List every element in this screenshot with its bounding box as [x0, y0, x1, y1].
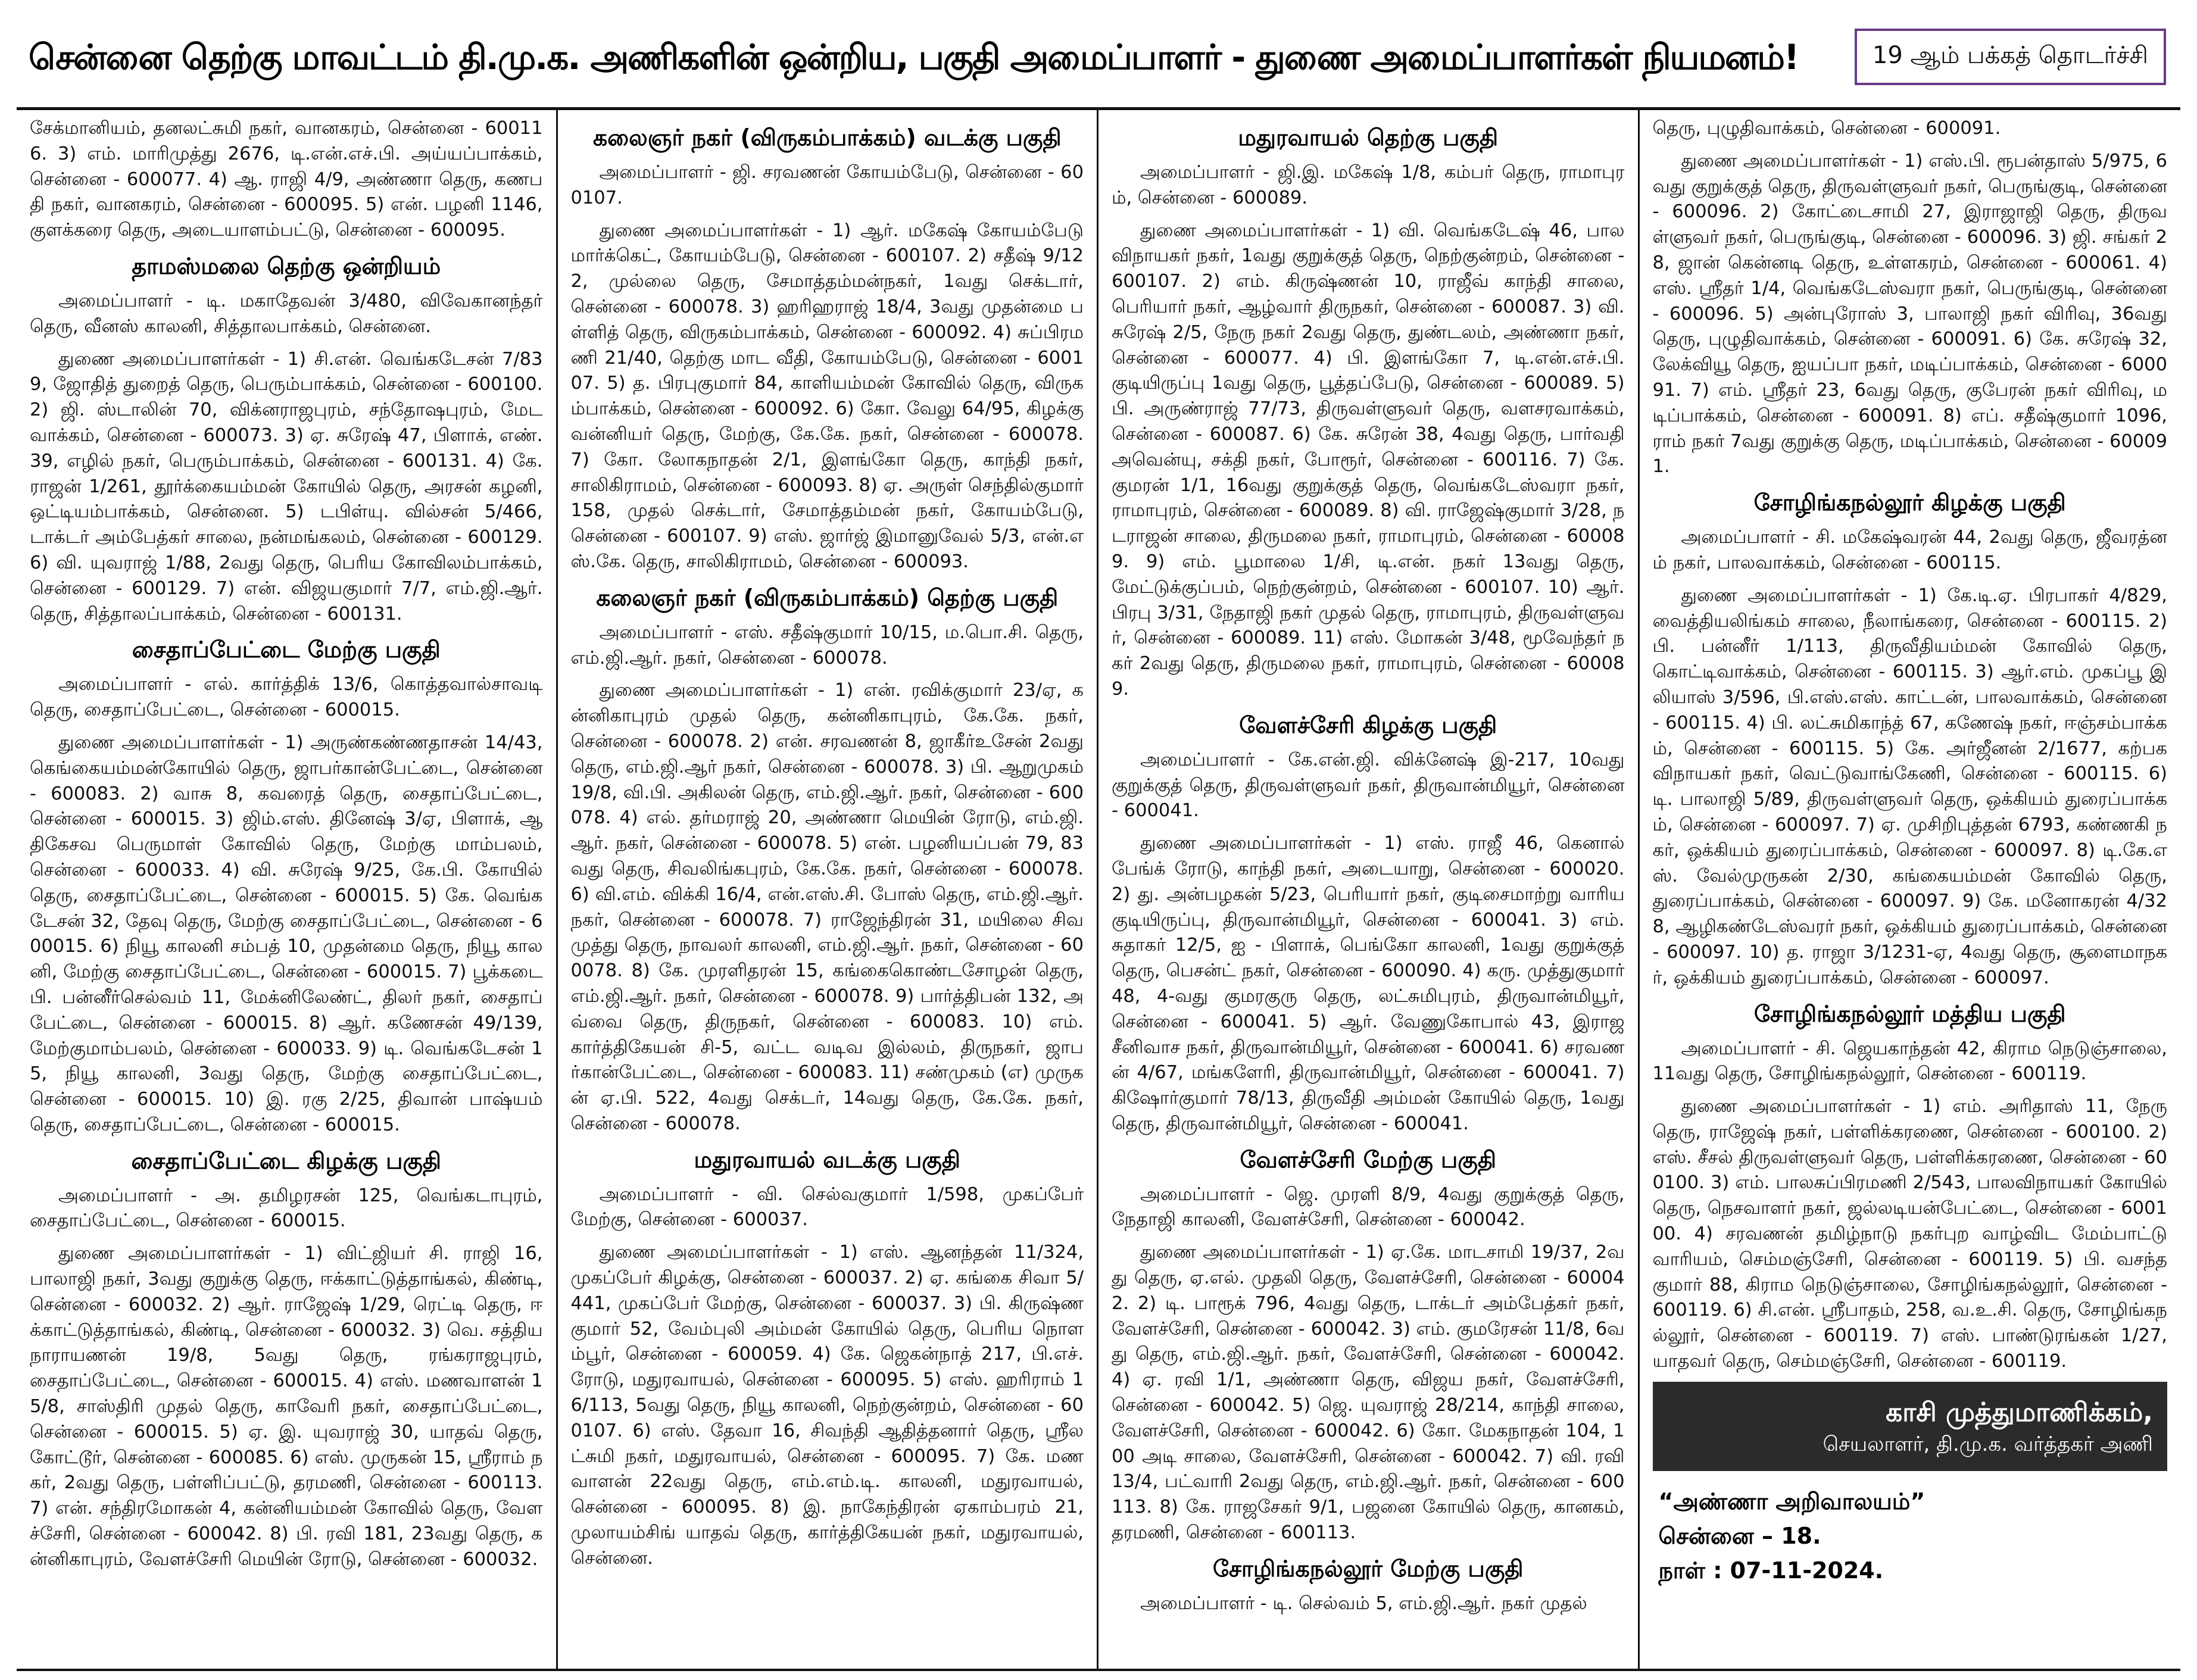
paragraph: துணை அமைப்பாளர்கள் - 1) ஏ.கே. மாடசாமி 19/37, 2வது தெரு, ஏ.எல். முதலி தெரு, வேளச்சேரி, சென்னை - 600042. 2) டி. பாரூக் 796, 4வது தெரு, டாக்டர் அம்பேத்கர் நகர், வேளச்சேரி, சென்னை - 600042. 3) எம். குமரேசன் 11/8, 6வது தெரு, எம்.ஜி.ஆர். நகர், வேளச்சேரி, சென்னை - 600042. 4) ஏ. ரவி 1/1, அண்ணா தெரு, விஜய நகர், வேளச்சேரி, சென்னை - 600042. 5) ஜெ. யுவராஜ் 28/214, காந்தி சாலை, வேளச்சேரி, சென்னை - 600042. 6) கோ. மேகநாதன் 104, 100 அடி சாலை, வேளச்சேரி, சென்னை - 600042. 7) வி. ரவி 13/4, பட்வாரி 2வது தெரு, எம்.ஜி.ஆர். நகர், சென்னை - 600113. 8) கே. ராஜசேகர் 9/1, பஜனை கோயில் தெரு, கானகம், தரமணி, சென்னை - 600113.: [1112, 1242, 1625, 1544]
section-heading: சோழிங்கநல்லூர் மத்திய பகுதி: [1753, 1000, 2066, 1027]
paragraph: அமைப்பாளர் - ஜெ. முரளி 8/9, 4வது குறுக்குத் தெரு, நேதாஜி காலனி, வேளச்சேரி, சென்னை - 600042.: [1112, 1184, 1625, 1231]
paragraph: அமைப்பாளர் - டி. செல்வம் 5, எம்.ஜி.ஆர். நகர் முதல்: [1140, 1592, 1587, 1614]
signature-role: செயலாளர், தி.மு.க. வர்த்தகர் அணி: [1822, 1432, 2153, 1456]
section-heading: வேளச்சேரி மேற்கு பகுதி: [1240, 1146, 1496, 1173]
column-1: [17, 110, 558, 1669]
section-heading: சைதாப்பேட்டை மேற்கு பகுதி: [132, 636, 441, 663]
section-heading: சோழிங்கநல்லூர் மேற்கு பகுதி: [1212, 1555, 1524, 1582]
signature-name: காசி முத்துமாணிக்கம்,: [1886, 1397, 2153, 1428]
section-heading: மதுரவாயல் வடக்கு பகுதி: [694, 1146, 960, 1173]
paragraph: அமைப்பாளர் - எஸ். சதீஷ்குமார் 10/15, ம.பொ.சி. தெரு, எம்.ஜி.ஆர். நகர், சென்னை - 600078.: [570, 622, 1084, 669]
paragraph: துணை அமைப்பாளர்கள் - 1) எஸ். ராஜீ 46, கெனால் பேங்க் ரோடு, காந்தி நகர், அடையாறு, சென்னை - 600020. 2) து. அன்பழகன் 5/23, பெரியார் நகர், குடிசைமாற்று வாரிய குடியிருப்பு, திருவான்மியூர், சென்னை - 600041. 3) எம். சுதாகர் 12/5, ஐ - பிளாக், பெங்கோ காலனி, 1வது குறுக்குத் தெரு, பெசன்ட் நகர், சென்னை - 600090. 4) கரு. முத்துகுமார் 48, 4-வது குமரகுரு தெரு, லட்சுமிபுரம், திருவான்மியூர், சென்னை - 600041. 5) ஆர். வேணுகோபால் 43, இராஜசீனிவாச நகர், திருவான்மியூர், சென்னை - 600041. 6) சரவணன் 4/67, மங்களேரி, திருவான்மியூர், சென்னை - 600041. 7) கிஷோர்குமார் 78/13, திருவீதி அம்மன் கோயில் தெரு, 1வது தெரு, திருவான்மியூர், சென்னை - 600041.: [1112, 833, 1625, 1134]
column-2: [558, 110, 1099, 1669]
continued-note: 19 ஆம் பக்கத் தொடர்ச்சி: [1855, 29, 2166, 85]
paragraph: துணை அமைப்பாளர்கள் - 1) எம். அரிதாஸ் 11, நேரு தெரு, ராஜேஷ் நகர், பள்ளிக்கரணை, சென்னை - 600100. 2) எஸ். சீசல் திருவள்ளுவர் தெரு, பள்ளிக்கரணை, சென்னை - 600100. 3) எம். பாலசுப்பிரமணி 2/543, பாலவிநாயகர் கோயில் தெரு, நெசவாளர் நகர், ஜல்லடியன்பேட்டை, சென்னை - 600100. 4) சரவணன் தமிழ்நாடு நகர்புற வாழ்விட மேம்பாட்டு வாரியம், செம்மஞ்சேரி, சென்னை - 600119. 5) பி. வசந்தகுமார் 88, கிராம நெடுஞ்சாலை, சோழிங்கநல்லூர், சென்னை - 600119. 6) சி.என். ஸ்ரீபாதம், 258, வ.உ.சி. தெரு, சோழிங்கநல்லூர், சென்னை - 600119. 7) எஸ். பாண்டுரங்கன் 1/27, யாதவர் தெரு, செம்மஞ்சேரி, சென்னை - 600119.: [1652, 1096, 2167, 1372]
paragraph: துணை அமைப்பாளர்கள் - 1) எஸ். ஆனந்தன் 11/324, முகப்பேர் கிழக்கு, சென்னை - 600037. 2) ஏ. கங்கை சிவா 5/441, முகப்பேர் மேற்கு, சென்னை - 600037. 3) பி. கிருஷ்ணகுமார் 52, வேம்புலி அம்மன் கோயில் தெரு, பெரிய நொளம்பூர், சென்னை - 600059. 4) கே. ஜெகன்நாத் 217, பி.எச். ரோடு, மதுரவாயல், சென்னை - 600095. 5) எஸ். ஹரிராம் 16/113, 5வது தெரு, நியூ காலனி, நெற்குன்றம், சென்னை - 600107. 6) எஸ். தேவா 16, சிவந்தி ஆதித்தனார் தெரு, ஸ்ரீலட்சுமி நகர், மதுரவாயல், சென்னை - 600095. 7) கே. மணவாளன் 22வது தெரு, எம்.எம்.டி. காலனி, மதுரவாயல், சென்னை - 600095. 8) இ. நாகேந்திரன் ஏகாம்பரம் 21, முலாயம்சிங் யாதவ் தெரு, கார்த்திகேயன் நகர், மதுரவாயல், சென்னை.: [570, 1242, 1084, 1569]
headline: சென்னை தெற்கு மாவட்டம் தி.மு.க. அணிகளின் ஒன்றிய, பகுதி அமைப்பாளர் - துணை அமைப்பாளர்கள் நியமனம்!: [29, 37, 1799, 77]
paragraph: அமைப்பாளர் - டி. மகாதேவன் 3/480, விவேகானந்தர் தெரு, வீனஸ் காலனி, சித்தாலபாக்கம், சென்னை.: [30, 290, 543, 337]
paragraph: அமைப்பாளர் - எல். கார்த்திக் 13/6, கொத்தவால்சாவடி தெரு, சைதாப்பேட்டை, சென்னை - 600015.: [30, 674, 543, 721]
paragraph: துணை அமைப்பாளர்கள் - 1) எஸ்.பி. ரூபன்தாஸ் 5/975, 6வது குறுக்குத் தெரு, திருவள்ளுவர் நகர், பெருங்குடி, சென்னை - 600096. 2) கோட்டைசாமி 27, இராஜாஜி தெரு, திருவள்ளுவர் நகர், பெருங்குடி, சென்னை - 600096. 3) ஜி. சங்கர் 28, ஜான் கென்னடி தெரு, உள்ளகரம், சென்னை - 600061. 4) எஸ். ஸ்ரீதர் 1/4, வெங்கடேஸ்வரா நகர், பெருங்குடி, சென்னை - 600096. 5) அன்புரோஸ் 3, பாலாஜி நகர் விரிவு, 36வது தெரு, புழுதிவாக்கம், சென்னை - 600091. 6) கே. சுரேஷ் 32, லேக்வியூ தெரு, ஐயப்பா நகர், மடிப்பாக்கம், சென்னை - 600091. 7) எம். ஸ்ரீதர் 23, 6வது தெரு, குபேரன் நகர் விரிவு, மடிப்பாக்கம், சென்னை - 600091. 8) எப். சதீஷ்குமார் 1096, ராம் நகர் 7வது குறுக்கு தெரு, மடிப்பாக்கம், சென்னை - 600091.: [1652, 150, 2167, 477]
section-heading: மதுரவாயல் தெற்கு பகுதி: [1238, 124, 1499, 151]
paragraph: அமைப்பாளர் - அ. தமிழரசன் 125, வெங்கடாபுரம், சைதாப்பேட்டை, சென்னை - 600015.: [30, 1185, 543, 1232]
paragraph: துணை அமைப்பாளர்கள் - 1) சி.என். வெங்கடேசன் 7/839, ஜோதித் துறைத் தெரு, பெரும்பாக்கம், சென்னை - 600100. 2) ஜி. ஸ்டாலின் 70, விக்னராஜபுரம், சந்தோஷபுரம், மேடவாக்கம், சென்னை - 600073. 3) ஏ. சுரேஷ் 47, பிளாக், எண். 39, எழில் நகர், பெரும்பாக்கம், சென்னை - 600131. 4) கே. ராஜன் 1/261, தூர்க்கையம்மன் கோயில் தெரு, அரசன் கழனி, ஒட்டியம்பாக்கம், சென்னை. 5) டபிள்யு. வில்சன் 5/466, டாக்டர் அம்பேத்கர் சாலை, நன்மங்கலம், சென்னை - 600129. 6) வி. யுவராஜ் 1/88, 2வது தெரு, பெரிய கோவிலம்பாக்கம், சென்னை - 600129. 7) என். விஜயகுமார் 7/7, எம்.ஜி.ஆர். தெரு, சித்தாலப்பாக்கம், சென்னை - 600131.: [30, 348, 543, 624]
paragraph: துணை அமைப்பாளர்கள் - 1) விட்ஜியர் சி. ராஜி 16, பாலாஜி நகர், 3வது குறுக்கு தெரு, ஈக்காட்டுத்தாங்கல், கிண்டி, சென்னை - 600032. 2) ஆர். ராஜேஷ் 1/29, ரெட்டி தெரு, ஈக்காட்டுத்தாங்கல், கிண்டி, சென்னை - 600032. 3) வெ. சத்தியநாராயணன் 19/8, 5வது தெரு, ரங்கராஜபுரம், சைதாப்பேட்டை, சென்னை - 600015. 4) எஸ். மணவாளன் 15/8, சாஸ்திரி முதல் தெரு, காவேரி நகர், சைதாப்பேட்டை, சென்னை - 600015. 5) ஏ. இ. யுவராஜ் 30, யாதவ் தெரு, கோட்டூர், சென்னை - 600085. 6) எஸ். முருகன் 15, ஸ்ரீராம் நகர், 2வது தெரு, பள்ளிப்பட்டு, தரமணி, சென்னை - 600113. 7) என். சந்திரமோகன் 4, கன்னியம்மன் கோவில் தெரு, வேளச்சேரி, சென்னை - 600042. 8) பி. ரவி 181, 23வது தெரு, கன்னிகாபுரம், வேளச்சேரி மெயின் ரோடு, சென்னை - 600032.: [30, 1243, 543, 1570]
headline-row: [17, 12, 2180, 110]
section-heading: தாமஸ்மலை தெற்கு ஒன்றியம்: [132, 252, 441, 279]
paragraph: அமைப்பாளர் - ஜி.இ. மகேஷ் 1/8, கம்பர் தெரு, ராமாபுரம், சென்னை - 600089.: [1112, 162, 1625, 208]
column-4-blocks: [1653, 116, 2168, 1375]
section-heading: கலைஞர் நகர் (விருகம்பாக்கம்) தெற்கு பகுதி: [596, 584, 1059, 611]
address-block: [1653, 1471, 2168, 1588]
paragraph: அமைப்பாளர் - கே.என்.ஜி. விக்னேஷ் இ-217, 10வது குறுக்குத் தெரு, திருவள்ளுவர் நகர், திருவான்மியூர், சென்னை - 600041.: [1112, 749, 1625, 822]
paragraph: அமைப்பாளர் - சி. மகேஷ்வரன் 44, 2வது தெரு, ஜீவரத்னம் நகர், பாலவாக்கம், சென்னை - 600115.: [1652, 527, 2167, 573]
paragraph: துணை அமைப்பாளர்கள் - 1) கே.டி.ஏ. பிரபாகர் 4/829, வைத்தியலிங்கம் சாலை, நீலாங்கரை, சென்னை - 600115. 2) பி. பன்னீர் 1/113, திருவீதியம்மன் கோவில் தெரு, கொட்டிவாக்கம், சென்னை - 600115. 3) ஆர்.எம். முகப்பூ இலியாஸ் 3/596, பி.எஸ்.எஸ். காட்டன், பாலவாக்கம், சென்னை - 600115. 4) பி. லட்சுமிகாந்த் 67, கணேஷ் நகர், ஈஞ்சம்பாக்கம், சென்னை - 600115. 5) கே. அர்ஜீனன் 2/1677, கற்பக விநாயகர் நகர், வெட்டுவாங்கேணி, சென்னை - 600115. 6) டி. பாலாஜி 5/89, திருவள்ளுவர் தெரு, ஒக்கியம் துரைப்பாக்கம், சென்னை - 600097. 7) ஏ. முசிறிபுத்தன் 6793, கண்ணகி நகர், ஒக்கியம் துரைப்பாக்கம், சென்னை - 600097. 8) டி.கே.எஸ். வேல்முருகன் 2/30, கங்கையம்மன் கோவில் தெரு, துரைப்பாக்கம், சென்னை - 600097. 9) கே. மனோகரன் 4/328, ஆழிகண்டேஸ்வரர் நகர், ஒக்கியம் துரைப்பாக்கம், சென்னை - 600097. 10) த. ராஜா 3/1231-ஏ, 4வது தெரு, சூளைமாநகர், ஒக்கியம் துரைப்பாக்கம், சென்னை - 600097.: [1652, 585, 2167, 988]
paragraph: துணை அமைப்பாளர்கள் - 1) என். ரவிக்குமார் 23/ஏ, கன்னிகாபுரம் முதல் தெரு, கன்னிகாபுரம், கே.கே. நகர், சென்னை - 600078. 2) என். சரவணன் 8, ஜாகீர்உசேன் 2வது தெரு, எம்.ஜி.ஆர் நகர், சென்னை - 600078. 3) பி. ஆறுமுகம் 19/8, வி.பி. அகிலன் தெரு, எம்.ஜி.ஆர். நகர், சென்னை - 600078. 4) எல். தர்மராஜ் 20, அண்ணா மெயின் ரோடு, எம்.ஜி.ஆர். நகர், சென்னை - 600078. 5) என். பழனியப்பன் 79, 83வது தெரு, சிவலிங்கபுரம், கே.கே. நகர், சென்னை - 600078. 6) வி.எம். விக்கி 16/4, என்.எஸ்.சி. போஸ் தெரு, எம்.ஜி.ஆர். நகர், சென்னை - 600078. 7) ராஜேந்திரன் 31, மயிலை சிவமுத்து தெரு, நாவலர் காலனி, எம்.ஜி.ஆர். நகர், சென்னை - 600078. 8) கே. முரளிதரன் 15, கங்கைகொண்டசோழன் தெரு, எம்.ஜி.ஆர். நகர், சென்னை - 600078. 9) பார்த்திபன் 132, அவ்வை தெரு, திருநகர், சென்னை - 600083. 10) எம். கார்த்திகேயன் சி-5, வட்ட வடிவ இல்லம், திருநகர், ஜாபர்கான்பேட்டை, சென்னை - 600083. 11) சண்முகம் (எ) முருகன் ஏ.பி. 522, 4வது செக்டர், 14வது தெரு, கே.கே. நகர், சென்னை - 600078.: [570, 680, 1084, 1134]
paragraph: துணை அமைப்பாளர்கள் - 1) வி. வெங்கடேஷ் 46, பால விநாயகர் நகர், 1வது குறுக்குத் தெரு, நெற்குன்றம், சென்னை - 600107. 2) எம். கிருஷ்ணன் 10, ராஜீவ் காந்தி சாலை, பெரியார் நகர், ஆழ்வார் திருநகர், சென்னை - 600087. 3) வி. சுரேஷ் 2/5, நேரு நகர் 2வது தெரு, துண்டலம், அண்ணா நகர், சென்னை - 600077. 4) பி. இளங்கோ 7, டி.என்.எச்.பி. குடியிருப்பு 1வது தெரு, பூத்தப்பேடு, சென்னை - 600089. 5) பி. அருண்ராஜ் 77/73, திருவள்ளுவர் தெரு, வளசரவாக்கம், சென்னை - 600087. 6) கே. சுரேன் 38, 4வது தெரு, பார்வதி அவென்யு, சக்தி நகர், போரூர், சென்னை - 600116. 7) கே. குமரன் 1/1, 16வது குறுக்குத் தெரு, வெங்கடேஸ்வரா நகர், ராமாபுரம், சென்னை - 600089. 8) வி. ராஜேஷ்குமார் 3/28, நடராஜன் சாலை, திருமலை நகர், ராமாபுரம், சென்னை - 600089. 9) எம். பூமாலை 1/சி, டி.என். நகர் 13வது தெரு, மேட்டுக்குப்பம், நெற்குன்றம், சென்னை - 600107. 10) ஆர். பிரபு 3/31, நேதாஜி நகர் முதல் தெரு, ராமாபுரம், திருவள்ளுவர், சென்னை - 600089. 11) எஸ். மோகன் 3/48, மூவேந்தர் நகர் 2வது தெரு, திருமலை நகர், ராமாபுரம், சென்னை - 600089.: [1112, 220, 1625, 700]
paragraph: துணை அமைப்பாளர்கள் - 1) அருண்கண்ணதாசன் 14/43, கெங்கையம்மன்கோயில் தெரு, ஜாபர்கான்பேட்டை, சென்னை - 600083. 2) வாசு 8, கவரைத் தெரு, சைதாப்பேட்டை, சென்னை - 600015. 3) ஜிம்.எஸ். தினேஷ் 3/ஏ, பிளாக், ஆதிகேசவ பெருமாள் கோவில் தெரு, மேற்கு மாம்பலம், சென்னை - 600033. 4) வி. சுரேஷ் 9/25, கே.பி. கோயில் தெரு, சைதாப்பேட்டை, சென்னை - 600015. 5) கே. வெங்கடேசன் 32, தேவு தெரு, மேற்கு சைதாப்பேட்டை, சென்னை - 600015. 6) நியூ காலனி சம்பத் 10, முதன்மை தெரு, நியூ காலனி, மேற்கு சைதாப்பேட்டை, சென்னை - 600015. 7) பூக்கடை பி. பன்னீர்செல்வம் 11, மேக்னிலேண்ட், திலர் நகர், சைதாப் பேட்டை, சென்னை - 600015. 8) ஆர். கணேசன் 49/139, மேற்குமாம்பலம், சென்னை - 600033. 9) டி. வெங்கடேசன் 15, நியூ காலனி, 3வது தெரு, மேற்கு சைதாப்பேட்டை, சென்னை - 600015. 10) இ. ரகு 2/25, திவான் பாஷ்யம் தெரு, சைதாப்பேட்டை, சென்னை - 600015.: [30, 732, 543, 1135]
paragraph: தெரு, புழுதிவாக்கம், சென்னை - 600091.: [1652, 118, 2001, 139]
column-4: [1640, 110, 2181, 1669]
section-heading: சோழிங்கநல்லூர் கிழக்கு பகுதி: [1753, 489, 2066, 516]
column-3: [1098, 110, 1640, 1669]
paragraph: சேக்மானியம், தனலட்சுமி நகர், வானகரம், சென்னை - 600116. 3) எம். மாரிமுத்து 2676, டி.என்.எச்.பி. அய்யப்பாக்கம், சென்னை - 600077. 4) ஆ. ராஜி 4/9, அண்ணா தெரு, கணபதி நகர், வானகரம், சென்னை - 600095. 5) என். பழனி 1146, குளக்கரை தெரு, அடையாளம்பட்டு, சென்னை - 600095.: [30, 118, 543, 241]
address-office: “அண்ணா அறிவாலயம்”: [1658, 1488, 1926, 1515]
paragraph: அமைப்பாளர் - ஜி. சரவணன் கோயம்பேடு, சென்னை - 600107.: [570, 162, 1084, 208]
section-heading: வேளச்சேரி கிழக்கு பகுதி: [1239, 711, 1497, 738]
signature-box: [1653, 1382, 2168, 1471]
paragraph: அமைப்பாளர் - வி. செல்வகுமார் 1/598, முகப்பேர் மேற்கு, சென்னை - 600037.: [570, 1184, 1084, 1231]
paragraph: துணை அமைப்பாளர்கள் - 1) ஆர். மகேஷ் கோயம்பேடு மார்க்கெட், கோயம்பேடு, சென்னை - 600107. 2) சதீஷ் 9/122, முல்லை தெரு, சேமாத்தம்மன்நகர், 1வது செக்டார், சென்னை - 600078. 3) ஹரிஹராஜ் 18/4, 3வது முதன்மை பள்ளித் தெரு, விருகம்பாக்கம், சென்னை - 600092. 4) சுப்பிரமணி 21/40, தெற்கு மாட வீதி, கோயம்பேடு, சென்னை - 600107. 5) த. பிரபுகுமார் 84, காளியம்மன் கோவில் தெரு, விருகம்பாக்கம், சென்னை - 600092. 6) கோ. வேலு 64/95, கிழக்கு வன்னியர் தெரு, மேற்கு, கே.கே. நகர், சென்னை - 600078. 7) கோ. லோகநாதன் 2/1, இளங்கோ தெரு, காந்தி நகர், சாலிகிராமம், சென்னை - 600093. 8) ஏ. அருள் செந்தில்குமார் 158, முதல் செக்டார், சேமாத்தம்மன் நகர், கோயம்பேடு, சென்னை - 600107. 9) எஸ். ஜார்ஜ் இமானுவேல் 5/3, என்.எஸ்.கே. தெரு, சாலிகிராமம், சென்னை - 600093.: [570, 220, 1084, 572]
address-city: சென்னை – 18.: [1658, 1522, 1821, 1549]
article-columns: [17, 110, 2180, 1671]
address-date: நாள் : 07-11-2024.: [1658, 1557, 1884, 1584]
paragraph: அமைப்பாளர் - சி. ஜெயகாந்தன் 42, கிராம நெடுஞ்சாலை, 11வது தெரு, சோழிங்கநல்லூர், சென்னை - 600119.: [1652, 1038, 2167, 1085]
section-heading: சைதாப்பேட்டை கிழக்கு பகுதி: [131, 1147, 442, 1174]
section-heading: கலைஞர் நகர் (விருகம்பாக்கம்) வடக்கு பகுதி: [592, 124, 1062, 151]
